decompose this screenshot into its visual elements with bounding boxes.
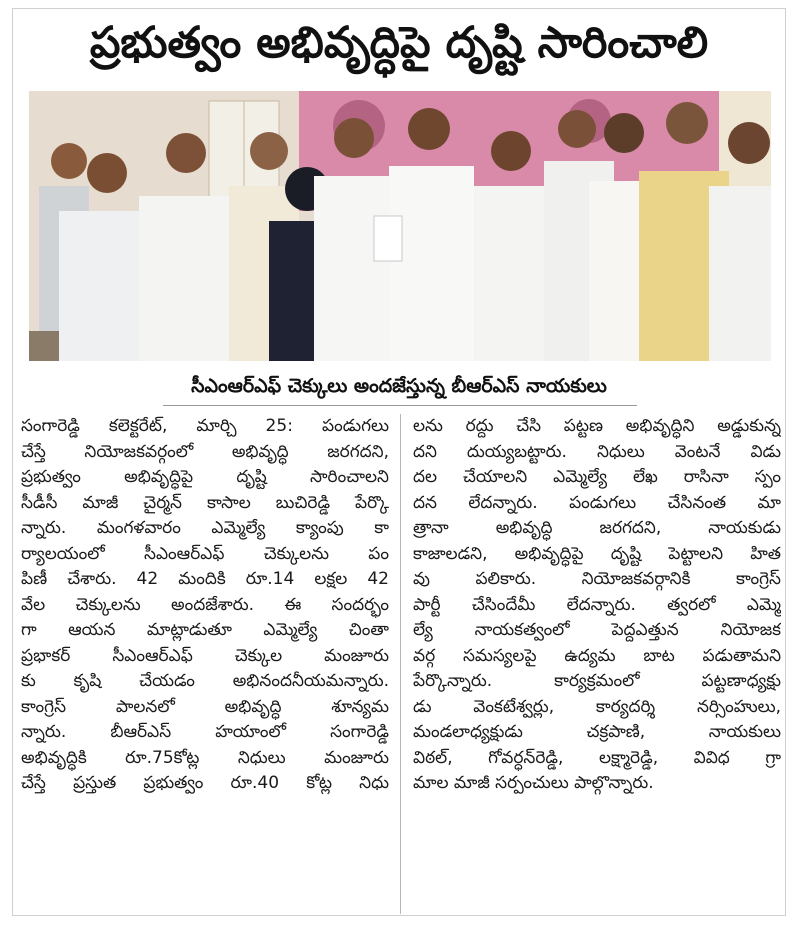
article-line: విఠల్, గోవర్ధన్‌రెడ్డి, లక్ష్మారెడ్డి, వివిధ గ్రా [413,747,781,768]
article-line: ప్రభుత్వం అభివృద్ధిపై దృష్టి సారించాలని [21,467,389,487]
article-line: కాజాలడని, అభివృద్ధిపై దృష్టి పెట్టాలని హిత [413,543,781,564]
group-photo-illustration [29,91,771,361]
article-line: కాంగ్రెస్ పాలనలో అభివృద్ధి శూన్యమ [21,696,389,717]
photo-caption: సీఎంఆర్ఎఫ్ చెక్కులు అందజేస్తున్న బీఆర్ఎస్ నాయకులు [191,375,607,397]
article-line: వు పలికారు. నియోజకవర్గానికి కాంగ్రెస్ [413,569,781,589]
article-line: మాల మాజీ సర్పంచులు పాల్గొన్నారు. [413,773,654,793]
column-divider [400,414,401,914]
article-line: గా ఆయన మాట్లాడుతూ ఎమ్మెల్యే చింతా [21,620,389,640]
article-line: అభివృద్ధికి రూ.75కోట్ల నిధులు మంజూరు [21,747,389,768]
article-line: వేల చెక్కులను అందజేశారు. ఈ సందర్భం [21,594,389,615]
article-line: డు వెంకటేశ్వర్లు, కార్యదర్శి నర్సింహులు, [413,696,781,717]
article-line: వర్గ సమస్యలపై ఉద్యమ బాట పడుతామని [413,645,781,666]
article-line: న్నారు. మంగళవారం ఎమ్మెల్యే క్యాంపు కా [21,518,389,538]
article-line: ప్రభాకర్ సీఎంఆర్ఎఫ్ చెక్కుల మంజూరు [21,645,389,666]
article-line: త్రానా అభివృద్ధి జరగదని, నాయకుడు [413,518,781,538]
article-line: చేస్తే ప్రస్తుత ప్రభుత్వం రూ.40 కోట్ల నిధు [21,773,389,793]
article-line: పార్టీ చేసిందేమీ లేదన్నారు. త్వరలో ఎమ్మె [413,594,781,615]
news-clipping [12,8,786,916]
article-line: పిణీ చేశారు. 42 మందికి రూ.14 లక్షల 42 [21,569,389,589]
article-line: దల చేయాలని ఎమ్మెల్యే లేఖ రాసినా స్పం [413,467,781,487]
article-line: లను రద్దు చేసి పట్టణ అభివృద్ధిని అడ్డుకున్న [413,416,781,436]
article-column-left [21,414,389,797]
article-line: ల్యే నాయకత్వంలో పెద్దఎత్తున నియోజక [413,620,781,640]
article-line: కు కృషి చేయడం అభినందనీయమన్నారు. [21,671,389,691]
article-column-right [413,414,781,797]
caption-underline [163,405,637,406]
article-line: న్నారు. బీఆర్ఎస్ హయాంలో సంగారెడ్డి [21,722,389,742]
article-line: సీడీసీ మాజీ చైర్మన్ కాసాల బుచిరెడ్డి పేర్కొ [21,492,389,513]
headline: ప్రభుత్వం అభివృద్ధిపై దృష్టి సారించాలి [89,18,709,68]
news-photo [29,91,771,361]
article-line: దని దుయ్యబట్టారు. నిధులు వెంటనే విడు [413,441,781,462]
article-line: దన లేదన్నారు. పండుగలు చేసినంత మా [413,492,781,513]
article-line: సంగారెడ్డి కలెక్టరేట్, మార్చి 25: పండుగలు [21,416,389,436]
article-line: పేర్కొన్నారు. కార్యక్రమంలో పట్టణాధ్యక్షు [413,671,781,691]
article-line: మండలాధ్యక్షుడు చక్రపాణి, నాయకులు [413,722,781,742]
article-line: ర్యాలయంలో సీఎంఆర్ఎఫ్ చెక్కులను పం [21,543,389,564]
article-line: చేస్తే నియోజకవర్గంలో అభివృద్ధి జరగదని, [21,441,389,462]
